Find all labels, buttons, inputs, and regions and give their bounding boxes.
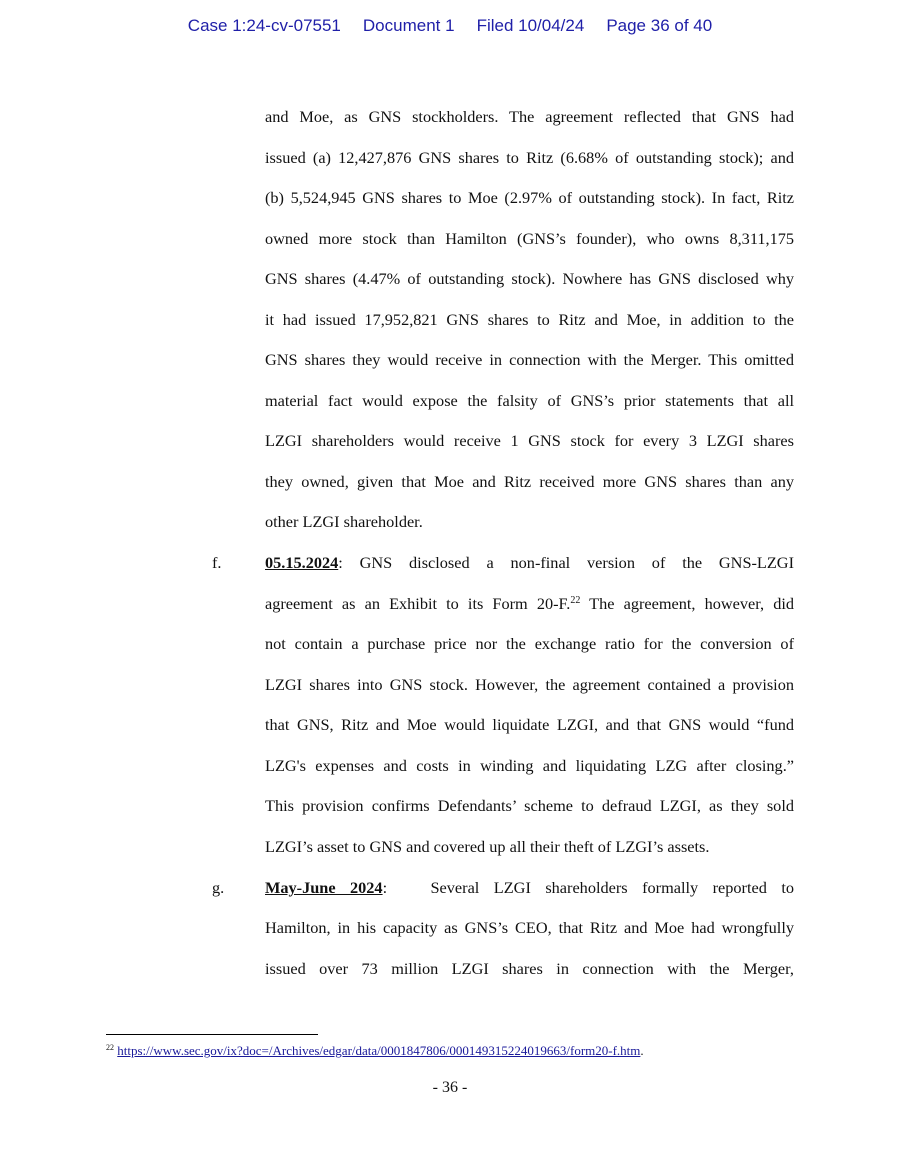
page-indicator: Page 36 of 40 bbox=[606, 16, 713, 35]
text-line: issued (a) 12,427,876 GNS shares to Ritz (6.68% of outstanding stock); and bbox=[265, 148, 794, 167]
footnote-number: 22 bbox=[106, 1043, 114, 1052]
text-line: and Moe, as GNS stockholders. The agreement reflected that GNS had bbox=[265, 107, 794, 126]
text-line: material fact would expose the falsity of GNS’s prior statements that all bbox=[265, 391, 794, 410]
text-line: other LZGI shareholder. bbox=[265, 512, 423, 531]
text-line: Hamilton, in his capacity as GNS’s CEO, that Ritz and Moe had wrongfully bbox=[265, 918, 794, 937]
case-header bbox=[0, 16, 900, 36]
text-line: agreement as an Exhibit to its Form 20-F.$^{22}$ The agreement, however, did bbox=[265, 594, 794, 613]
item-marker: g. bbox=[212, 878, 225, 897]
text-line: May-June 2024: Several LZGI shareholders formally reported to bbox=[265, 878, 794, 897]
page-number: - 36 - bbox=[432, 1079, 468, 1096]
item-date: 05.15.2024 bbox=[265, 553, 339, 572]
text-line: GNS shares (4.47% of outstanding stock). Nowhere has GNS disclosed why bbox=[265, 269, 794, 288]
text-line: not contain a purchase price nor the exchange ratio for the conversion of bbox=[265, 634, 794, 653]
footnote-reference[interactable]: 22 bbox=[570, 595, 581, 606]
item-marker: f. bbox=[212, 553, 222, 572]
text-line: it had issued 17,952,821 GNS shares to Ritz and Moe, in addition to the bbox=[265, 310, 794, 329]
text-line: LZG's expenses and costs in winding and liquidating LZG after closing.” bbox=[265, 756, 794, 775]
case-number: Case 1:24-cv-07551 bbox=[187, 16, 341, 35]
text-line: LZGI shareholders would receive 1 GNS stock for every 3 LZGI shares bbox=[265, 431, 794, 450]
text-line: 05.15.2024: GNS disclosed a non-final version of the GNS-LZGI bbox=[265, 553, 794, 572]
text-line: GNS shares they would receive in connection with the Merger. This omitted bbox=[265, 350, 794, 369]
text-line: issued over 73 million LZGI shares in connection with the Merger, bbox=[265, 959, 794, 978]
filed-date: Filed 10/04/24 bbox=[476, 16, 585, 35]
footnote-divider bbox=[106, 1034, 318, 1035]
text-line: LZGI’s asset to GNS and covered up all their theft of LZGI’s assets. bbox=[265, 837, 710, 856]
text-line: that GNS, Ritz and Moe would liquidate LZGI, and that GNS would “fund bbox=[265, 715, 794, 734]
footnote-link[interactable]: https://www.sec.gov/ix?doc=/Archives/edgar/data/0001847806/000149315224019663/form20-f.htm bbox=[117, 1043, 641, 1058]
footnote-22: $^{22}$ https://www.sec.gov/ix?doc=/Archives/edgar/data/0001847806/000149315224019663/form20-f.htm. bbox=[106, 1043, 644, 1058]
text-line: (b) 5,524,945 GNS shares to Moe (2.97% of outstanding stock). In fact, Ritz bbox=[265, 188, 794, 207]
item-date: May-June 2024 bbox=[265, 878, 383, 897]
text-line: they owned, given that Moe and Ritz received more GNS shares than any bbox=[265, 472, 794, 491]
text-line: This provision confirms Defendants’ scheme to defraud LZGI, as they sold bbox=[265, 796, 794, 815]
text-line: owned more stock than Hamilton (GNS’s founder), who owns 8,311,175 bbox=[265, 229, 794, 248]
text-line: LZGI shares into GNS stock. However, the agreement contained a provision bbox=[265, 675, 794, 694]
document-number: Document 1 bbox=[362, 16, 455, 35]
